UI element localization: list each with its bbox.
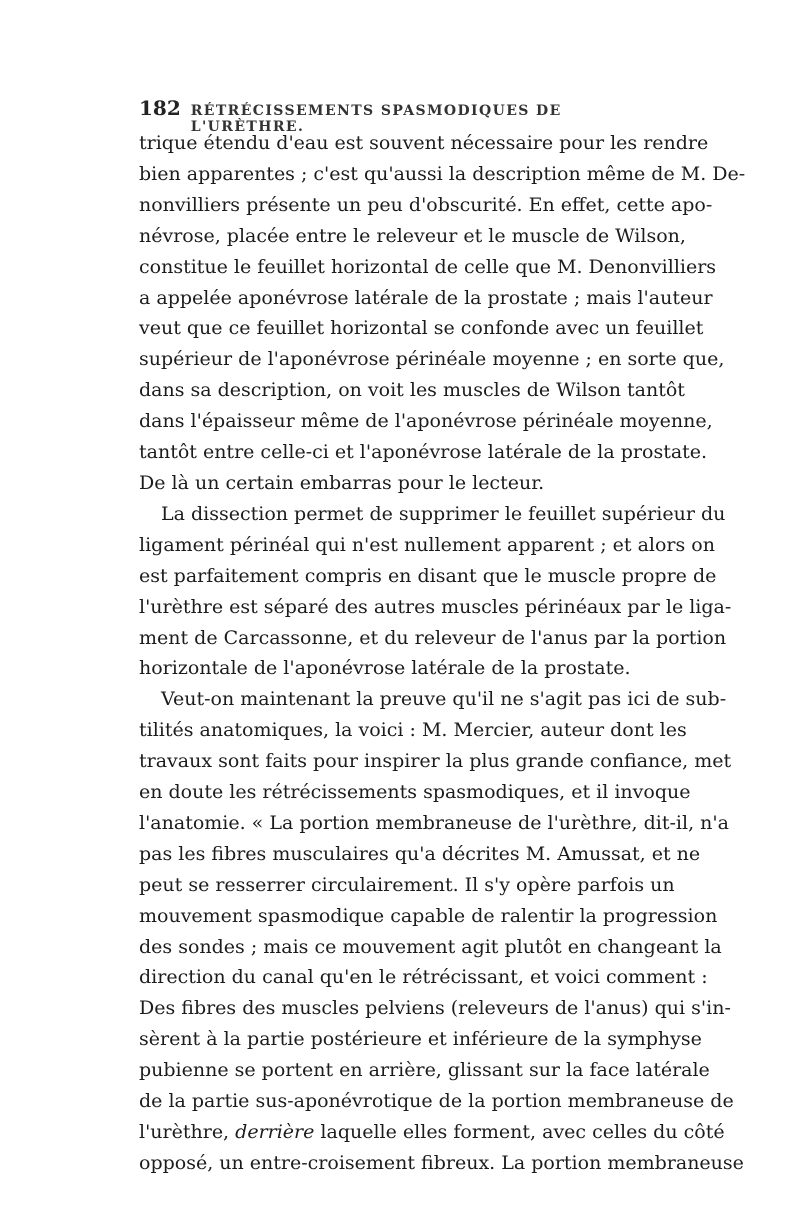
text-line: dans l'épaisseur même de l'aponévrose périnéale moyenne, bbox=[139, 410, 713, 433]
paragraph bbox=[139, 499, 732, 684]
text-line: constitue le feuillet horizontal de celle que M. Denonvilliers bbox=[139, 255, 717, 278]
text-line: supérieur de l'aponévrose périnéale moyenne ; en sorte que, bbox=[139, 348, 725, 371]
text-line: pas les fibres musculaires qu'a décrites M. Amussat, et ne bbox=[139, 842, 701, 865]
text-line: horizontale de l'aponévrose latérale de la prostate. bbox=[139, 657, 631, 680]
book-page bbox=[139, 96, 746, 1179]
text-line: tantôt entre celle-ci et l'aponévrose latérale de la prostate. bbox=[139, 441, 708, 464]
text-line: l'anatomie. « La portion membraneuse de l'urèthre, dit-il, n'a bbox=[139, 811, 729, 834]
text-line: est parfaitement compris en disant que le muscle propre de bbox=[139, 564, 717, 587]
text-line: opposé, un entre-croisement fibreux. La portion membraneuse bbox=[139, 1151, 744, 1174]
text-line: mouvement spasmodique capable de ralentir la progression bbox=[139, 904, 718, 927]
text-line: en doute les rétrécissements spasmodiques, et il invoque bbox=[139, 781, 691, 804]
text-line: de la partie sus-aponévrotique de la portion membraneuse de bbox=[139, 1090, 734, 1113]
paragraph bbox=[139, 128, 746, 499]
text-line: Des fibres des muscles pelviens (releveurs de l'anus) qui s'in- bbox=[139, 997, 731, 1020]
page-number: 182 bbox=[139, 96, 181, 120]
text-line: tilités anatomiques, la voici : M. Mercier, auteur dont les bbox=[139, 719, 687, 742]
body-text bbox=[139, 128, 746, 1179]
text-line: bien apparentes ; c'est qu'aussi la description même de M. De- bbox=[139, 162, 746, 185]
text-line: nonvilliers présente un peu d'obscurité. En effet, cette apo- bbox=[139, 193, 713, 216]
text-line: des sondes ; mais ce mouvement agit plutôt en changeant la bbox=[139, 935, 722, 958]
running-title: RÉTRÉCISSEMENTS SPASMODIQUES DE L'URÈTHRE. bbox=[190, 103, 562, 135]
text-line: travaux sont faits pour inspirer la plus grande confiance, met bbox=[139, 750, 732, 773]
text-line: peut se resserrer circulairement. Il s'y opère parfois un bbox=[139, 873, 675, 896]
text-line: direction du canal qu'en le rétrécissant, et voici comment : bbox=[139, 966, 708, 989]
text-line: Veut-on maintenant la preuve qu'il ne s'agit pas ici de sub- bbox=[161, 688, 727, 711]
text-line: ment de Carcassonne, et du releveur de l'anus par la portion bbox=[139, 626, 727, 649]
text-line: l'urèthre est séparé des autres muscles périnéaux par le liga- bbox=[139, 595, 732, 618]
text-line: trique étendu d'eau est souvent nécessaire pour les rendre bbox=[139, 132, 709, 154]
text-line: La dissection permet de supprimer le feuillet supérieur du bbox=[161, 502, 726, 525]
text-line: névrose, placée entre le releveur et le muscle de Wilson, bbox=[139, 224, 686, 247]
text-line: a appelée aponévrose latérale de la prostate ; mais l'auteur bbox=[139, 286, 713, 309]
text-line: De là un certain embarras pour le lecteur. bbox=[139, 471, 545, 494]
text-line: pubienne se portent en arrière, glissant sur la face latérale bbox=[139, 1059, 710, 1082]
text-line: ligament périnéal qui n'est nullement apparent ; et alors on bbox=[139, 533, 715, 556]
text-line: l'urèthre, derrière laquelle elles forment, avec celles du côté bbox=[139, 1121, 725, 1143]
italic-word: derrière bbox=[235, 1121, 315, 1143]
running-head bbox=[139, 96, 669, 135]
text-line: dans sa description, on voit les muscles de Wilson tantôt bbox=[139, 379, 685, 402]
text-line: veut que ce feuillet horizontal se confonde avec un feuillet bbox=[139, 317, 704, 340]
text-line: sèrent à la partie postérieure et inférieure de la symphyse bbox=[139, 1028, 702, 1051]
paragraph bbox=[139, 684, 744, 1179]
